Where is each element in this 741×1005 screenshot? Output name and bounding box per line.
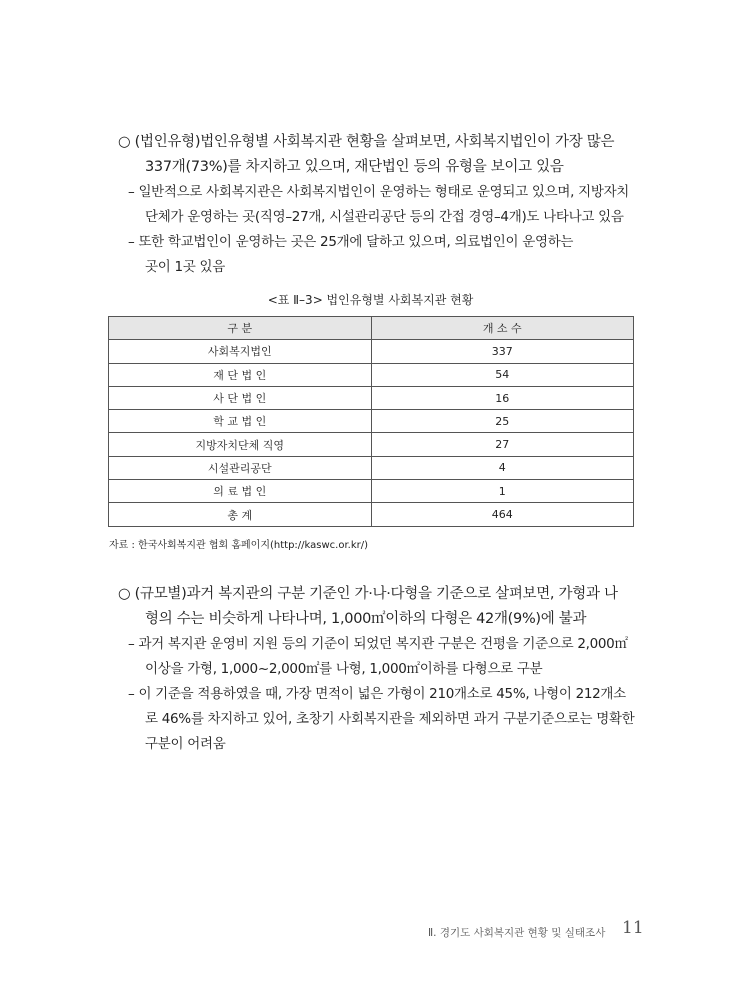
- count-cell: 464: [371, 503, 634, 526]
- count-cell: 16: [371, 386, 634, 409]
- paragraph-line: 337개(73%)를 차지하고 있으며, 재단법인 등의 유형을 보이고 있음: [145, 159, 564, 175]
- table-header-row: [109, 317, 634, 340]
- type-cell: 사 단 법 인: [109, 386, 372, 409]
- count-cell: 54: [371, 363, 634, 386]
- paragraph-line: 구분이 어려움: [145, 736, 226, 752]
- type-cell: 사회복지법인: [109, 340, 372, 363]
- paragraph-line: 로 46%를 차지하고 있어, 초창기 사회복지관을 제외하면 과거 구분기준으로는 명확한: [145, 711, 635, 727]
- column-header-type: 구 분: [109, 317, 372, 340]
- table-source: 자료 : 한국사회복지관 협회 홈페이지(http://kaswc.or.kr/): [109, 540, 368, 551]
- table-row: [109, 386, 634, 409]
- count-cell: 25: [371, 410, 634, 433]
- paragraph-line: – 일반적으로 사회복지관은 사회복지법인이 운영하는 형태로 운영되고 있으며, 지방자치: [128, 184, 630, 200]
- paragraph-line: ○ (규모별)과거 복지관의 구분 기준인 가·나·다형을 기준으로 살펴보면, 가형과 나: [118, 586, 618, 602]
- paragraph-line: – 이 기준을 적용하였을 때, 가장 면적이 넓은 가형이 210개소로 45%, 나형이 212개소: [128, 686, 626, 702]
- type-cell: 시설관리공단: [109, 456, 372, 479]
- paragraph-line: – 과거 복지관 운영비 지원 등의 기준이 되었던 복지관 구분은 건평을 기준으로 2,000㎡: [128, 636, 628, 652]
- paragraph-line: – 또한 학교법인이 운영하는 곳은 25개에 달하고 있으며, 의료법인이 운영하는: [128, 234, 574, 250]
- paragraph-line: 곳이 1곳 있음: [145, 259, 225, 275]
- count-cell: 1: [371, 480, 634, 503]
- type-cell: 재 단 법 인: [109, 363, 372, 386]
- table-caption: <표 Ⅱ–3> 법인유형별 사회복지관 현황: [267, 293, 474, 307]
- count-cell: 337: [371, 340, 634, 363]
- type-cell: 학 교 법 인: [109, 410, 372, 433]
- paragraph-line: 형의 수는 비슷하게 나타나며, 1,000㎡이하의 다형은 42개(9%)에 불과: [145, 611, 587, 627]
- type-cell: 의 료 법 인: [109, 480, 372, 503]
- table-row: [109, 363, 634, 386]
- paragraph-line: ○ (법인유형)법인유형별 사회복지관 현황을 살펴보면, 사회복지법인이 가장 많은: [118, 134, 615, 150]
- count-cell: 4: [371, 456, 634, 479]
- legal-type-table: [108, 316, 634, 527]
- table-row: [109, 480, 634, 503]
- type-cell: 총 계: [109, 503, 372, 526]
- count-cell: 27: [371, 433, 634, 456]
- paragraph-line: 이상을 가형, 1,000~2,000㎡를 나형, 1,000㎡이하를 다형으로 구분: [145, 661, 543, 677]
- paragraph-line: 단체가 운영하는 곳(직영–27개, 시설관리공단 등의 간접 경영–4개)도 나타나고 있음: [145, 209, 624, 225]
- table-total-row: [109, 503, 634, 526]
- page-number: 11: [622, 918, 644, 938]
- column-header-count: 개 소 수: [371, 317, 634, 340]
- table-row: [109, 340, 634, 363]
- footer-section-title: Ⅱ. 경기도 사회복지관 현황 및 실태조사: [428, 927, 606, 939]
- table-row: [109, 410, 634, 433]
- table-row: [109, 456, 634, 479]
- type-cell: 지방자치단체 직영: [109, 433, 372, 456]
- table-row: [109, 433, 634, 456]
